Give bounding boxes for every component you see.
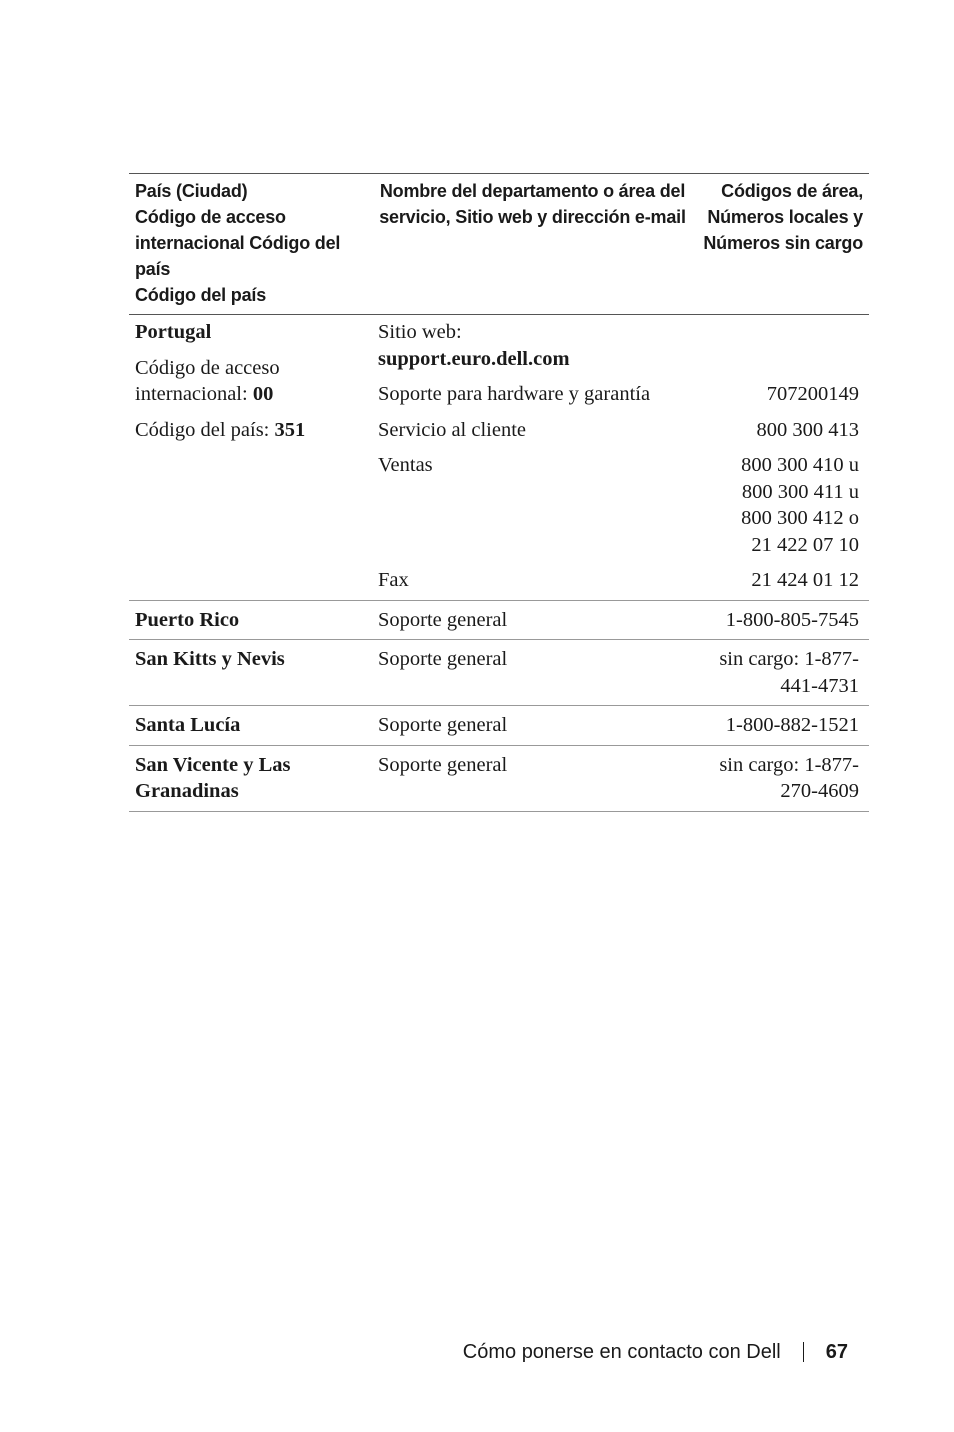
service-cell: Soporte para hardware y garantía xyxy=(378,383,651,405)
service-cell: Soporte general xyxy=(372,706,693,746)
service-cell: Servicio al cliente xyxy=(378,418,526,441)
country-name: Santa Lucía xyxy=(129,706,372,746)
access-code-label: Código de acceso internacional: xyxy=(135,356,280,405)
country-name: Portugal xyxy=(135,321,212,343)
footer-section-title: Cómo ponerse en contacto con Dell xyxy=(462,1340,781,1363)
number-line: 800 300 410 u xyxy=(741,454,859,476)
number-cell: sin cargo: 1-877-270-4609 xyxy=(693,745,869,811)
service-cell: Soporte general xyxy=(372,745,693,811)
contact-table xyxy=(129,173,869,812)
table-row xyxy=(129,706,869,746)
country-code-value: 351 xyxy=(274,418,306,441)
access-code-value: 00 xyxy=(252,383,274,405)
service-cell: Fax xyxy=(378,569,409,591)
number-cell: 1-800-882-1521 xyxy=(693,706,869,746)
website-link[interactable]: support.euro.dell.com xyxy=(378,347,570,370)
table-row xyxy=(129,745,869,811)
table-row-portugal-website xyxy=(129,315,869,373)
country-name: San Vicente y Las Granadinas xyxy=(129,745,372,811)
header-country-column xyxy=(129,174,372,315)
page-footer xyxy=(463,1338,848,1366)
access-code-line xyxy=(135,355,366,408)
number-cell: 707200149 xyxy=(766,383,859,405)
number-cell-multi xyxy=(693,443,869,558)
table-row xyxy=(129,640,869,706)
header-country-label: País (Ciudad) xyxy=(135,181,248,201)
country-name: Puerto Rico xyxy=(129,600,372,640)
number-cell: 21 424 01 12 xyxy=(751,569,859,591)
table-row xyxy=(129,600,869,640)
country-name: San Kitts y Nevis xyxy=(129,640,372,706)
header-access-code-label: Código de acceso internacional Código del país xyxy=(135,207,341,279)
service-cell: Ventas xyxy=(378,454,433,476)
country-cell-portugal xyxy=(129,315,372,601)
country-code-line xyxy=(135,417,366,444)
number-cell: 1-800-805-7545 xyxy=(693,600,869,640)
service-cell: Soporte general xyxy=(372,640,693,706)
number-cell-empty xyxy=(693,315,869,373)
service-cell: Soporte general xyxy=(372,600,693,640)
header-service-column: Nombre del departamento o área del servicio, Sitio web y dirección e-mail xyxy=(372,174,693,315)
header-country-code-label: Código del país xyxy=(135,285,267,305)
number-line: 800 300 412 o xyxy=(741,507,859,529)
website-label: Sitio web: xyxy=(378,321,462,343)
country-code-label: Código del país: xyxy=(135,418,275,441)
number-line: 800 300 411 u xyxy=(741,480,859,503)
service-cell-website xyxy=(372,315,693,373)
header-number-column: Códigos de área, Números locales y Números sin cargo xyxy=(693,174,869,315)
number-line: 21 422 07 10 xyxy=(751,533,859,556)
number-cell: 800 300 413 xyxy=(756,418,859,441)
page-number: 67 xyxy=(825,1340,848,1363)
table-header-row xyxy=(129,174,869,315)
number-cell: sin cargo: 1-877-441-4731 xyxy=(693,640,869,706)
footer-divider xyxy=(803,1342,804,1362)
